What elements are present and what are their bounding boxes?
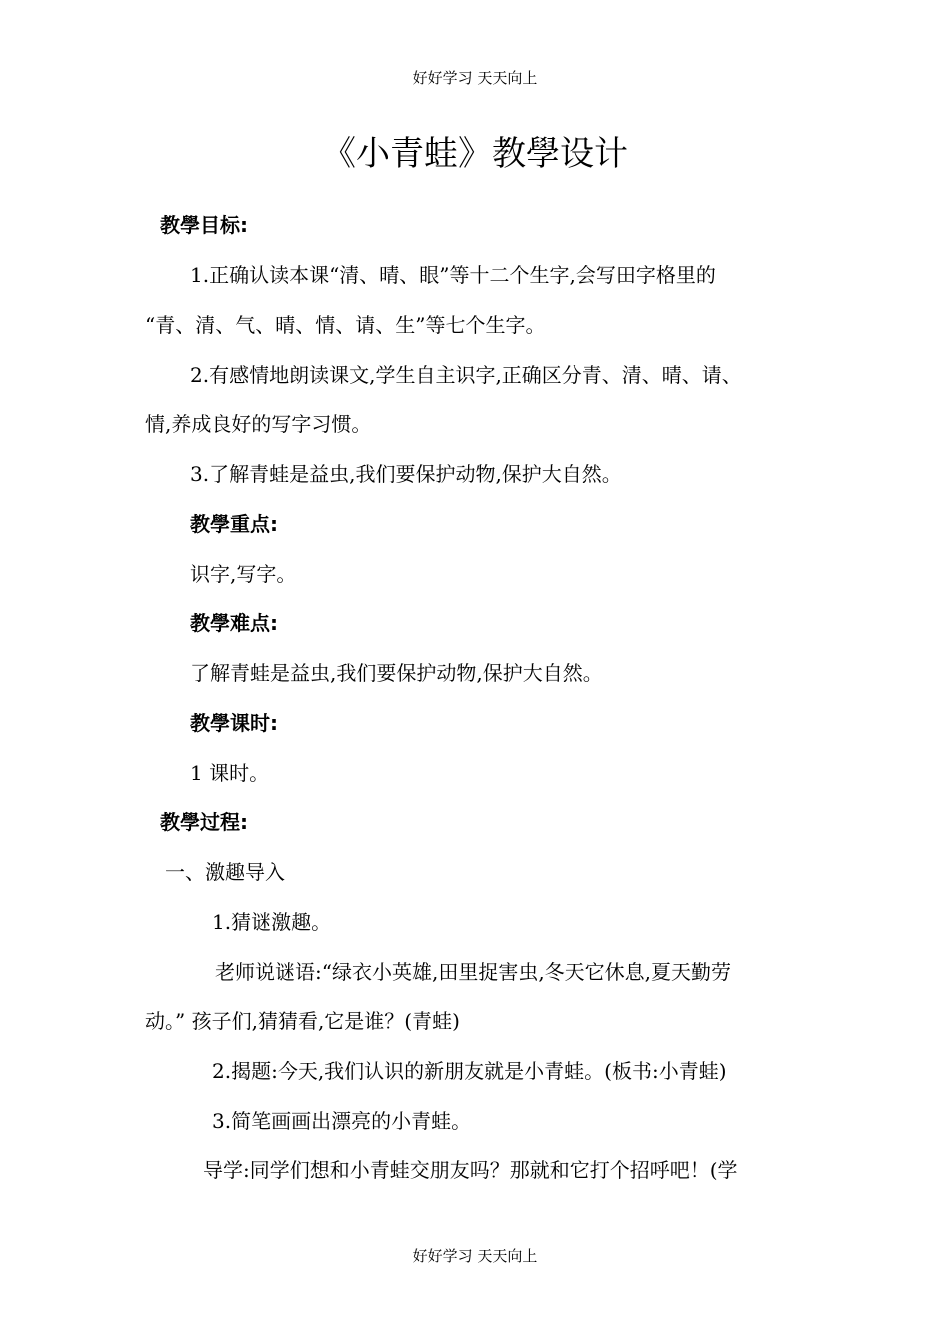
period-heading: 教學课时: [190,711,278,735]
page-header: 好好学习 天天向上 [412,69,538,87]
difficulty-heading: 教學难点: [190,611,278,635]
step-1-item-2: 2.揭题:今天,我们认识的新朋友就是小青蛙。(板书:小青蛙) [212,1059,727,1083]
keypoint-text: 识字,写字。 [190,562,297,586]
objective-1-line-2: “青、清、气、晴、情、请、生”等七个生字。 [145,313,546,337]
objective-2-line-2: 情,养成良好的写字习惯。 [145,412,372,436]
objective-2-line-1: 2.有感情地朗读课文,学生自主识字,正确区分青、清、晴、请、 [190,363,742,387]
period-text: 1 课时。 [190,761,270,785]
objective-3: 3.了解青蛙是益虫,我们要保护动物,保护大自然。 [190,462,622,486]
process-heading: 教學过程: [160,810,248,834]
riddle-line-1: 老师说谜语:“绿衣小英雄,田里捉害虫,冬天它休息,夏天勤劳 [215,960,732,984]
objectives-heading: 教學目标: [160,213,248,237]
riddle-line-2: 动。” 孩子们,猜猜看,它是谁？(青蛙) [145,1009,460,1033]
page-footer: 好好学习 天天向上 [412,1247,538,1265]
objective-1-line-1: 1.正确认读本课“清、晴、眼”等十二个生字,会写田字格里的 [190,263,716,287]
step-1-heading: 一、激趣导入 [165,860,285,884]
guide-line: 导学:同学们想和小青蛙交朋友吗？那就和它打个招呼吧！(学 [203,1158,738,1182]
step-1-item-3: 3.简笔画画出漂亮的小青蛙。 [212,1109,472,1133]
step-1-item-1: 1.猜谜激趣。 [212,910,332,934]
document-title: 《小青蛙》教學设计 [322,134,628,174]
difficulty-text: 了解青蛙是益虫,我们要保护动物,保护大自然。 [190,661,603,685]
keypoint-heading: 教學重点: [190,512,278,536]
